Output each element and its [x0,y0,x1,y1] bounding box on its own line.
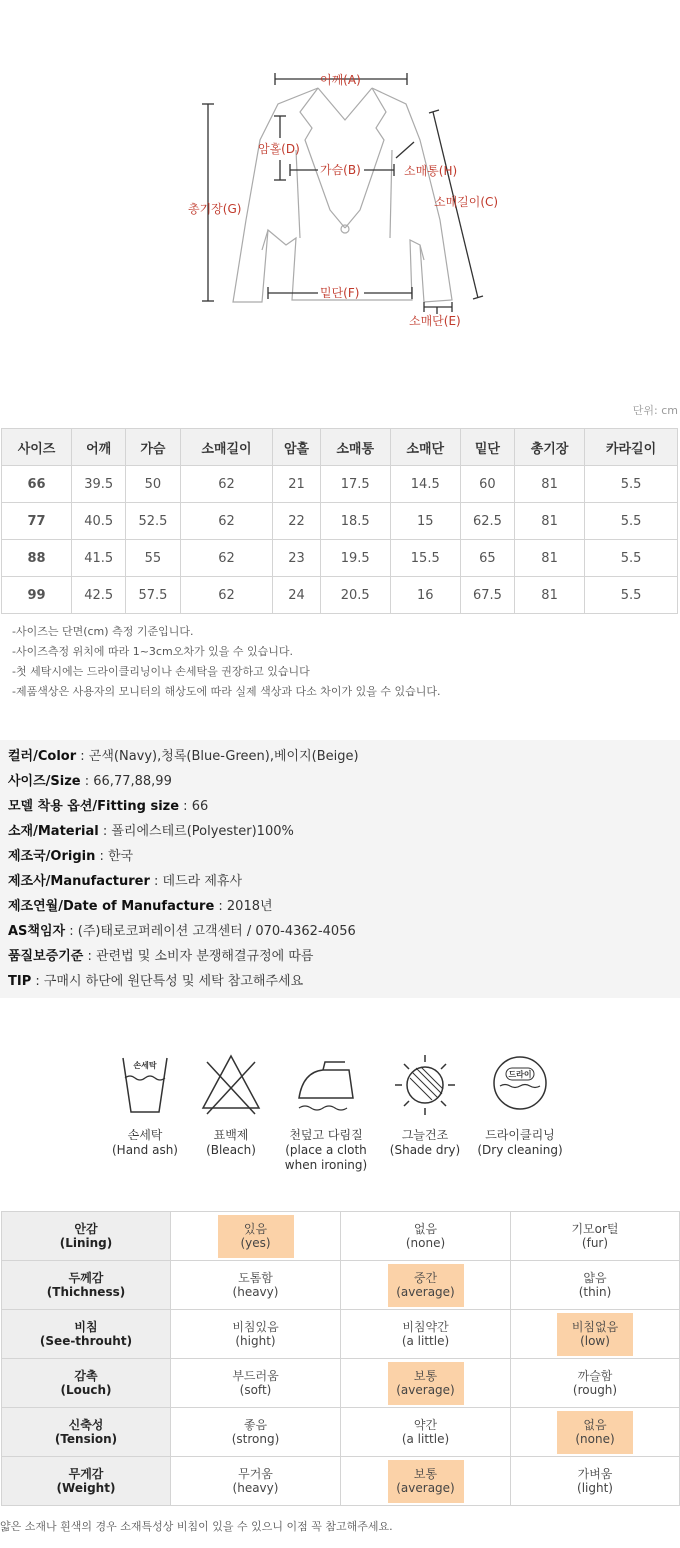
fabric-option-cell [511,1261,680,1310]
product-info-label: 소재/Material [8,824,99,839]
option [557,1269,633,1301]
table-row [2,466,678,503]
product-info-row [8,794,672,819]
option-label-en: (heavy) [232,1481,279,1495]
property-name: 비침 [74,1320,98,1334]
table-row [2,540,678,577]
property-name-en: (See-throuht) [39,1334,133,1348]
size-notes [12,622,440,702]
product-info-value: : 한국 [95,849,134,864]
option-label-en: (average) [396,1284,455,1299]
fabric-option-cell [341,1261,511,1310]
size-table [1,428,678,614]
product-info-value: : 66 [179,799,209,814]
measurement-cell: 5.5 [585,540,678,577]
option [557,1465,633,1497]
property-name-en: (Weight) [56,1481,116,1495]
product-info-row [8,944,672,969]
option-label-en: (heavy) [232,1285,279,1299]
care-label-en: (Hand ash) [112,1143,178,1157]
care-label-en: (Dry cleaning) [477,1143,563,1157]
fabric-option-cell [171,1457,341,1506]
fabric-option-cell [511,1408,680,1457]
product-info-value: : 66,77,88,99 [80,774,172,789]
measurement-cell: 19.5 [320,540,390,577]
property-name-en: (Louch) [60,1383,112,1397]
fabric-property-label [2,1212,171,1261]
size-cell: 99 [2,577,72,614]
size-cell: 66 [2,466,72,503]
care-bleach [181,1050,281,1158]
product-info-label: 제조연월/Date of Manufacture [8,899,215,914]
option-label: 약간 [413,1418,438,1432]
care-label: 표백제 [213,1128,249,1142]
option [218,1367,294,1399]
product-info-row [8,919,672,944]
size-col-header: 사이즈 [2,429,72,466]
label-sleeve-width: 소매통(H) [404,164,458,178]
option-label-en: (hight) [235,1334,276,1348]
option [218,1269,294,1301]
option-label-en: (a little) [401,1432,450,1446]
option-label: 보통 [413,1368,438,1383]
option [557,1367,633,1399]
option-label: 부드러움 [232,1369,279,1383]
label-sleeve-length: 소매길이(C) [434,195,499,209]
measurement-cell: 52.5 [126,503,180,540]
care-label-en: when ironing) [284,1158,368,1172]
option [218,1416,294,1448]
table-row [2,577,678,614]
measurement-cell: 22 [273,503,320,540]
measurement-cell: 17.5 [320,466,390,503]
property-name: 무게감 [68,1467,104,1481]
table-row [2,1408,680,1457]
product-info-value: : 구매시 하단에 원단특성 및 세탁 참고해주세요 [31,974,304,989]
property-name: 두께감 [68,1271,104,1285]
table-row [2,1261,680,1310]
option [388,1220,464,1252]
measurement-cell: 21 [273,466,320,503]
measurement-cell: 15.5 [390,540,460,577]
option-label: 가벼움 [577,1467,613,1481]
care-label-en: (place a cloth [285,1143,367,1157]
measurement-cell: 57.5 [126,577,180,614]
fabric-property-label [2,1408,171,1457]
option-label-en: (none) [575,1431,615,1446]
table-row [2,1212,680,1261]
no-bleach-icon [199,1050,263,1120]
measurement-cell: 50 [126,466,180,503]
svg-text:손세탁: 손세탁 [133,1061,157,1070]
table-row [2,1457,680,1506]
option-label-en: (strong) [231,1432,280,1446]
product-info-value: : 2018년 [214,899,273,914]
option-label: 비침있음 [232,1320,279,1334]
measurement-cell: 40.5 [72,503,126,540]
care-shade-dry [375,1050,475,1158]
measurement-cell: 39.5 [72,466,126,503]
fabric-property-label [2,1457,171,1506]
selected-option [388,1362,464,1405]
option-label-en: (none) [405,1236,446,1250]
product-info-row [8,869,672,894]
jacket-illustration [233,88,452,302]
note-line: -첫 세탁시에는 드라이클리닝이나 손세탁을 권장하고 있습니다 [12,665,310,678]
option [388,1318,464,1350]
care-label: 손세탁 [127,1128,163,1142]
option [218,1465,294,1497]
product-info-row [8,769,672,794]
size-col-header: 암홀 [273,429,320,466]
measurement-cell: 5.5 [585,466,678,503]
product-info-label: 모델 착용 옵션/Fitting size [8,799,180,814]
product-info-label: TIP [8,974,32,989]
measurement-cell: 15 [390,503,460,540]
care-dry-clean [470,1050,570,1158]
size-col-header: 가슴 [126,429,180,466]
measurement-cell: 62 [180,577,273,614]
product-info-label: 제조국/Origin [8,849,96,864]
measurement-cell: 81 [515,577,585,614]
measurement-cell: 41.5 [72,540,126,577]
care-instructions [0,1050,680,1180]
shade-dry-icon [390,1050,460,1120]
option-label: 중간 [413,1270,438,1285]
size-col-header: 총기장 [515,429,585,466]
option-label: 좋음 [243,1418,268,1432]
label-cuff: 소매단(E) [409,314,461,328]
fabric-option-cell [341,1359,511,1408]
measurement-cell: 55 [126,540,180,577]
size-col-header: 소매길이 [180,429,273,466]
fabric-property-label [2,1359,171,1408]
measurement-cell: 14.5 [390,466,460,503]
care-label-en: (Bleach) [206,1143,256,1157]
product-info-box [0,740,680,998]
product-info-value: : 폴리에스테르(Polyester)100% [98,824,294,839]
measurement-cell: 62 [180,466,273,503]
care-label: 그늘건조 [401,1128,449,1142]
measurement-cell: 81 [515,540,585,577]
option-label: 까슬함 [577,1369,613,1383]
care-hand-wash [95,1050,195,1158]
product-info-label: 품질보증기준 [8,949,84,964]
measurement-cell: 81 [515,503,585,540]
property-name-en: (Tension) [54,1432,118,1446]
measurement-cell: 24 [273,577,320,614]
measurement-cell: 18.5 [320,503,390,540]
measurement-cell: 42.5 [72,577,126,614]
fabric-properties-table [1,1211,680,1506]
fabric-option-cell [341,1212,511,1261]
fabric-option-cell [171,1261,341,1310]
product-info-row [8,744,672,769]
table-row [2,1310,680,1359]
size-cell: 88 [2,540,72,577]
selected-option [557,1411,633,1454]
property-name-en: (Lining) [59,1236,113,1250]
product-info-label: AS책임자 [8,924,66,939]
fabric-option-cell [171,1212,341,1261]
size-col-header: 소매통 [320,429,390,466]
option-label-en: (average) [396,1382,455,1397]
selected-option [218,1215,294,1258]
note-line: -제품색상은 사용자의 모니터의 해상도에 따라 실제 색상과 다소 차이가 있을 수 있습니다. [12,685,441,698]
option-label-en: (soft) [239,1383,272,1397]
care-label: 드라이클리닝 [485,1128,555,1142]
size-col-header: 어깨 [72,429,126,466]
option [388,1416,464,1448]
measurement-cell: 60 [460,466,514,503]
unit-label: 단위: cm [632,404,678,417]
care-label: 천덮고 다림질 [289,1128,363,1142]
size-col-header: 밑단 [460,429,514,466]
fabric-option-cell [171,1408,341,1457]
size-col-header: 카라길이 [585,429,678,466]
product-info-row [8,844,672,869]
option-label-en: (fur) [581,1236,609,1250]
fabric-option-cell [341,1457,511,1506]
measurement-lines [202,73,483,314]
product-info-value: : 관련법 및 소비자 분쟁해결규정에 따름 [83,949,314,964]
selected-option [557,1313,633,1356]
footnote: 얇은 소재나 흰색의 경우 소재특성상 비침이 있을 수 있으니 이점 꼭 참고해주세요. [0,1520,393,1533]
fabric-option-cell [171,1310,341,1359]
option-label-en: (light) [577,1481,613,1495]
option-label: 얇음 [583,1271,607,1285]
label-total-length: 총기장(G) [188,202,242,216]
measurement-cell: 65 [460,540,514,577]
care-label-en: (Shade dry) [389,1143,461,1157]
option-label: 보통 [413,1466,438,1481]
property-name: 감촉 [74,1369,98,1383]
iron-icon [293,1050,359,1120]
option [218,1318,294,1350]
fabric-option-cell [341,1310,511,1359]
size-cell: 77 [2,503,72,540]
size-table-header [2,429,678,466]
selected-option [388,1264,464,1307]
option-label: 없음 [583,1417,607,1432]
option [557,1220,633,1252]
measurement-cell: 62 [180,540,273,577]
measurement-cell: 62 [180,503,273,540]
measurement-cell: 5.5 [585,577,678,614]
option-label: 없음 [413,1222,438,1236]
fabric-option-cell [341,1408,511,1457]
option-label-en: (a little) [401,1334,450,1348]
jacket-measurement-diagram [0,0,680,400]
fabric-option-cell [511,1212,680,1261]
measurement-cell: 23 [273,540,320,577]
option-label: 도톰함 [238,1271,273,1285]
selected-option [388,1460,464,1503]
product-info-value: : (주)태로코퍼레이션 고객센터 / 070-4362-4056 [65,924,356,939]
option-label-en: (low) [580,1333,610,1348]
option-label: 비침없음 [571,1319,619,1334]
property-name-en: (Thichness) [46,1285,126,1299]
option-label: 무거움 [238,1467,273,1481]
label-shoulder: 어깨(A) [320,73,361,87]
svg-text:드라이: 드라이 [508,1070,532,1079]
product-info-row [8,969,672,994]
option-label: 기모or털 [571,1222,619,1236]
product-info-row [8,894,672,919]
product-info-label: 사이즈/Size [8,774,81,789]
product-info-label: 제조사/Manufacturer [8,874,150,889]
product-info-value: : 곤색(Navy),청록(Blue-Green),베이지(Beige) [76,749,359,764]
option-label: 있음 [243,1221,268,1236]
fabric-property-label [2,1261,171,1310]
option-label-en: (average) [396,1480,455,1495]
note-line: -사이즈는 단면(cm) 측정 기준입니다. [12,625,194,638]
table-row [2,503,678,540]
property-name: 신축성 [68,1418,104,1432]
option-label-en: (rough) [572,1383,618,1397]
property-name: 안감 [74,1222,98,1236]
fabric-property-label [2,1310,171,1359]
care-iron [276,1050,376,1173]
measurement-cell: 16 [390,577,460,614]
measurement-cell: 62.5 [460,503,514,540]
measurement-cell: 81 [515,466,585,503]
label-hem: 밑단(F) [320,286,360,300]
fabric-option-cell [511,1457,680,1506]
option-label: 비침약간 [402,1320,449,1334]
fabric-option-cell [511,1310,680,1359]
option-label-en: (thin) [578,1285,612,1299]
product-info-row [8,819,672,844]
dry-clean-icon [487,1050,553,1120]
label-armhole: 암홀(D) [258,142,300,156]
label-chest: 가슴(B) [320,163,361,177]
note-line: -사이즈측정 위치에 따라 1~3cm오차가 있을 수 있습니다. [12,645,293,658]
product-info-label: 컬러/Color [8,749,77,764]
fabric-option-cell [511,1359,680,1408]
fabric-option-cell [171,1359,341,1408]
measurement-cell: 67.5 [460,577,514,614]
option-label-en: (yes) [240,1235,271,1250]
table-row [2,1359,680,1408]
size-col-header: 소매단 [390,429,460,466]
product-info-value: : 데드라 제휴사 [149,874,243,889]
measurement-cell: 20.5 [320,577,390,614]
measurement-cell: 5.5 [585,503,678,540]
hand-wash-icon [115,1050,175,1120]
